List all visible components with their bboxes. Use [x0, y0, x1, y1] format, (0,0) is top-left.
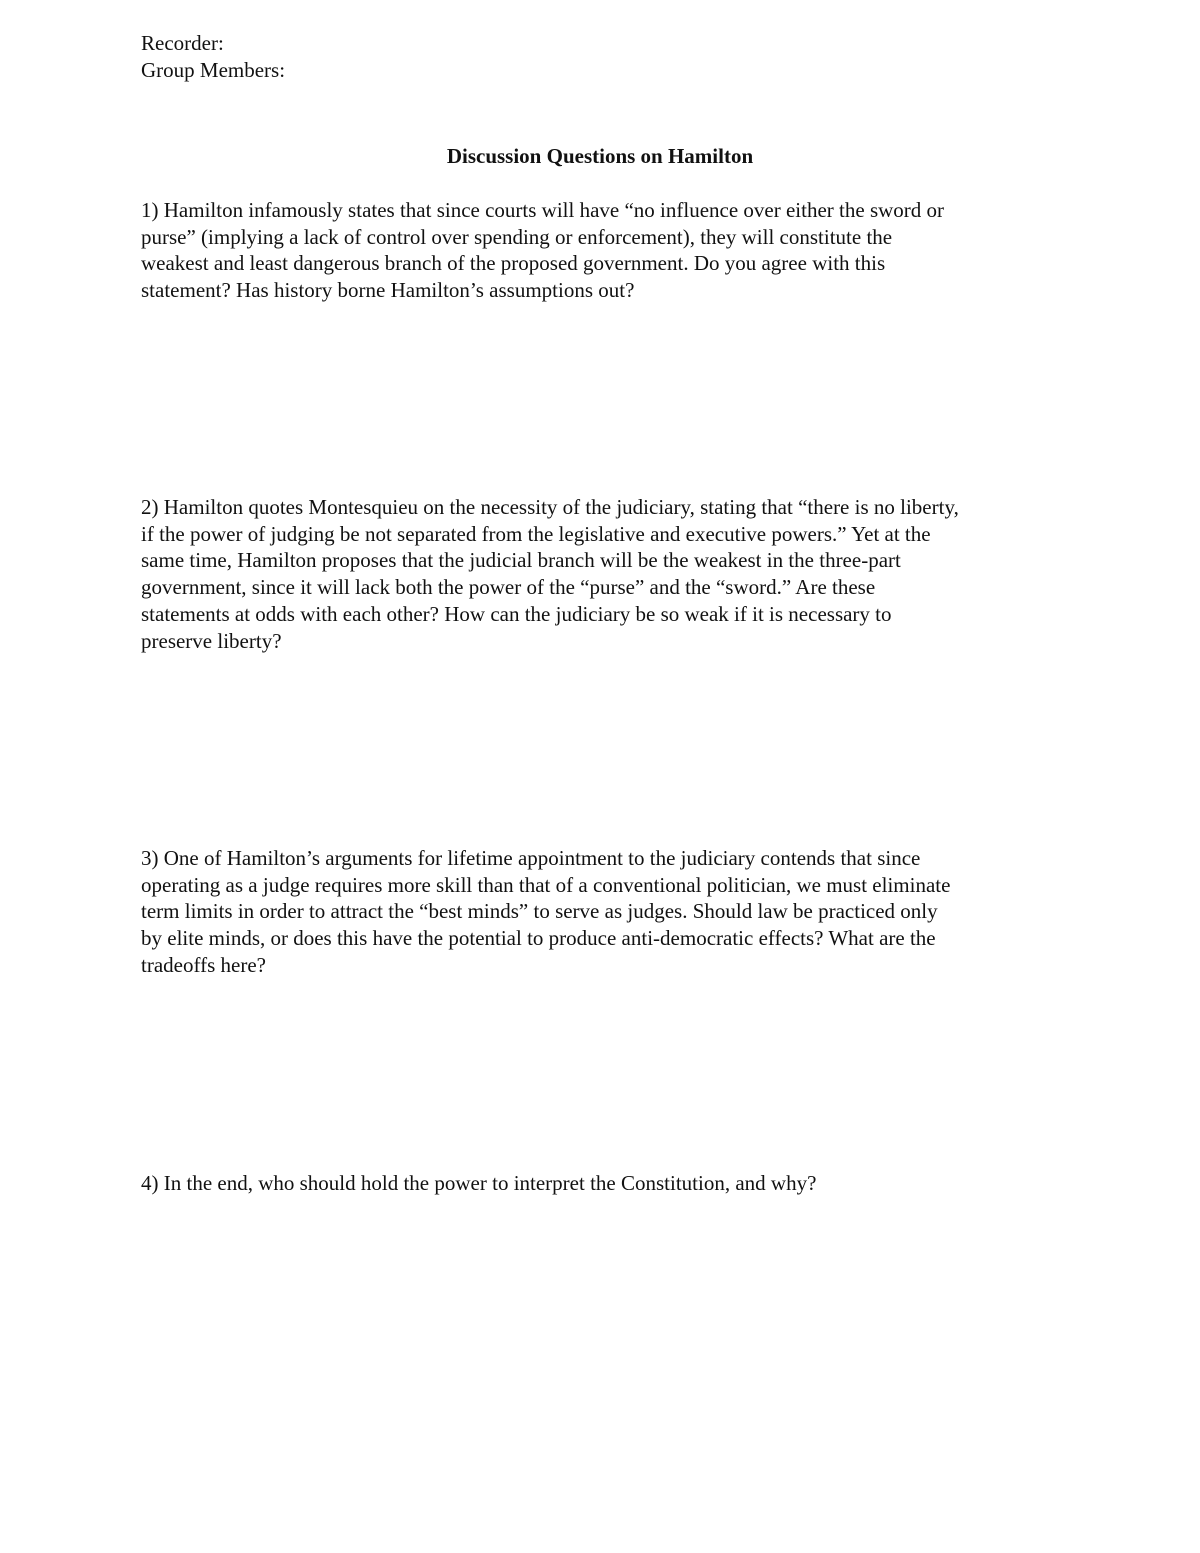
recorder-label: Recorder: [141, 31, 224, 55]
question-line: 4) In the end, who should hold the power to interpret the Constitution, and why? [141, 1171, 817, 1195]
group-members-label: Group Members: [141, 58, 286, 82]
question-line: by elite minds, or does this have the potential to produce anti-democratic effects? What are the [141, 926, 936, 951]
question-line: statement? Has history borne Hamilton’s assumptions out? [141, 278, 635, 303]
question-line: 3) One of Hamilton’s arguments for lifetime appointment to the judiciary contends that since [141, 846, 921, 870]
question-line: tradeoffs here? [141, 952, 266, 977]
question-line: government, since it will lack both the power of the “purse” and the “sword.” Are these [141, 575, 876, 600]
question-1 [141, 197, 1066, 304]
question-line: same time, Hamilton proposes that the judicial branch will be the weakest in the three-part [141, 548, 901, 573]
question-line: 2) Hamilton quotes Montesquieu on the necessity of the judiciary, stating that “there is no liberty, [141, 495, 959, 519]
document-title: Discussion Questions on Hamilton [446, 144, 754, 168]
question-2 [141, 494, 1066, 654]
question-line: if the power of judging be not separated from the legislative and executive powers.” Yet at the [141, 521, 931, 546]
question-line: weakest and least dangerous branch of the proposed government. Do you agree with this [141, 251, 886, 276]
question-4 [141, 1170, 1066, 1197]
question-line: purse” (implying a lack of control over spending or enforcement), they will constitute the [141, 224, 893, 249]
question-line: term limits in order to attract the “best minds” to serve as judges. Should law be practiced only [141, 899, 938, 924]
question-line: statements at odds with each other? How can the judiciary be so weak if it is necessary to [141, 601, 892, 626]
question-3 [141, 845, 1066, 979]
question-line: 1) Hamilton infamously states that since courts will have “no influence over either the sword or [141, 198, 945, 222]
question-line: operating as a judge requires more skill than that of a conventional politician, we must eliminate [141, 872, 951, 897]
question-line: preserve liberty? [141, 628, 282, 653]
